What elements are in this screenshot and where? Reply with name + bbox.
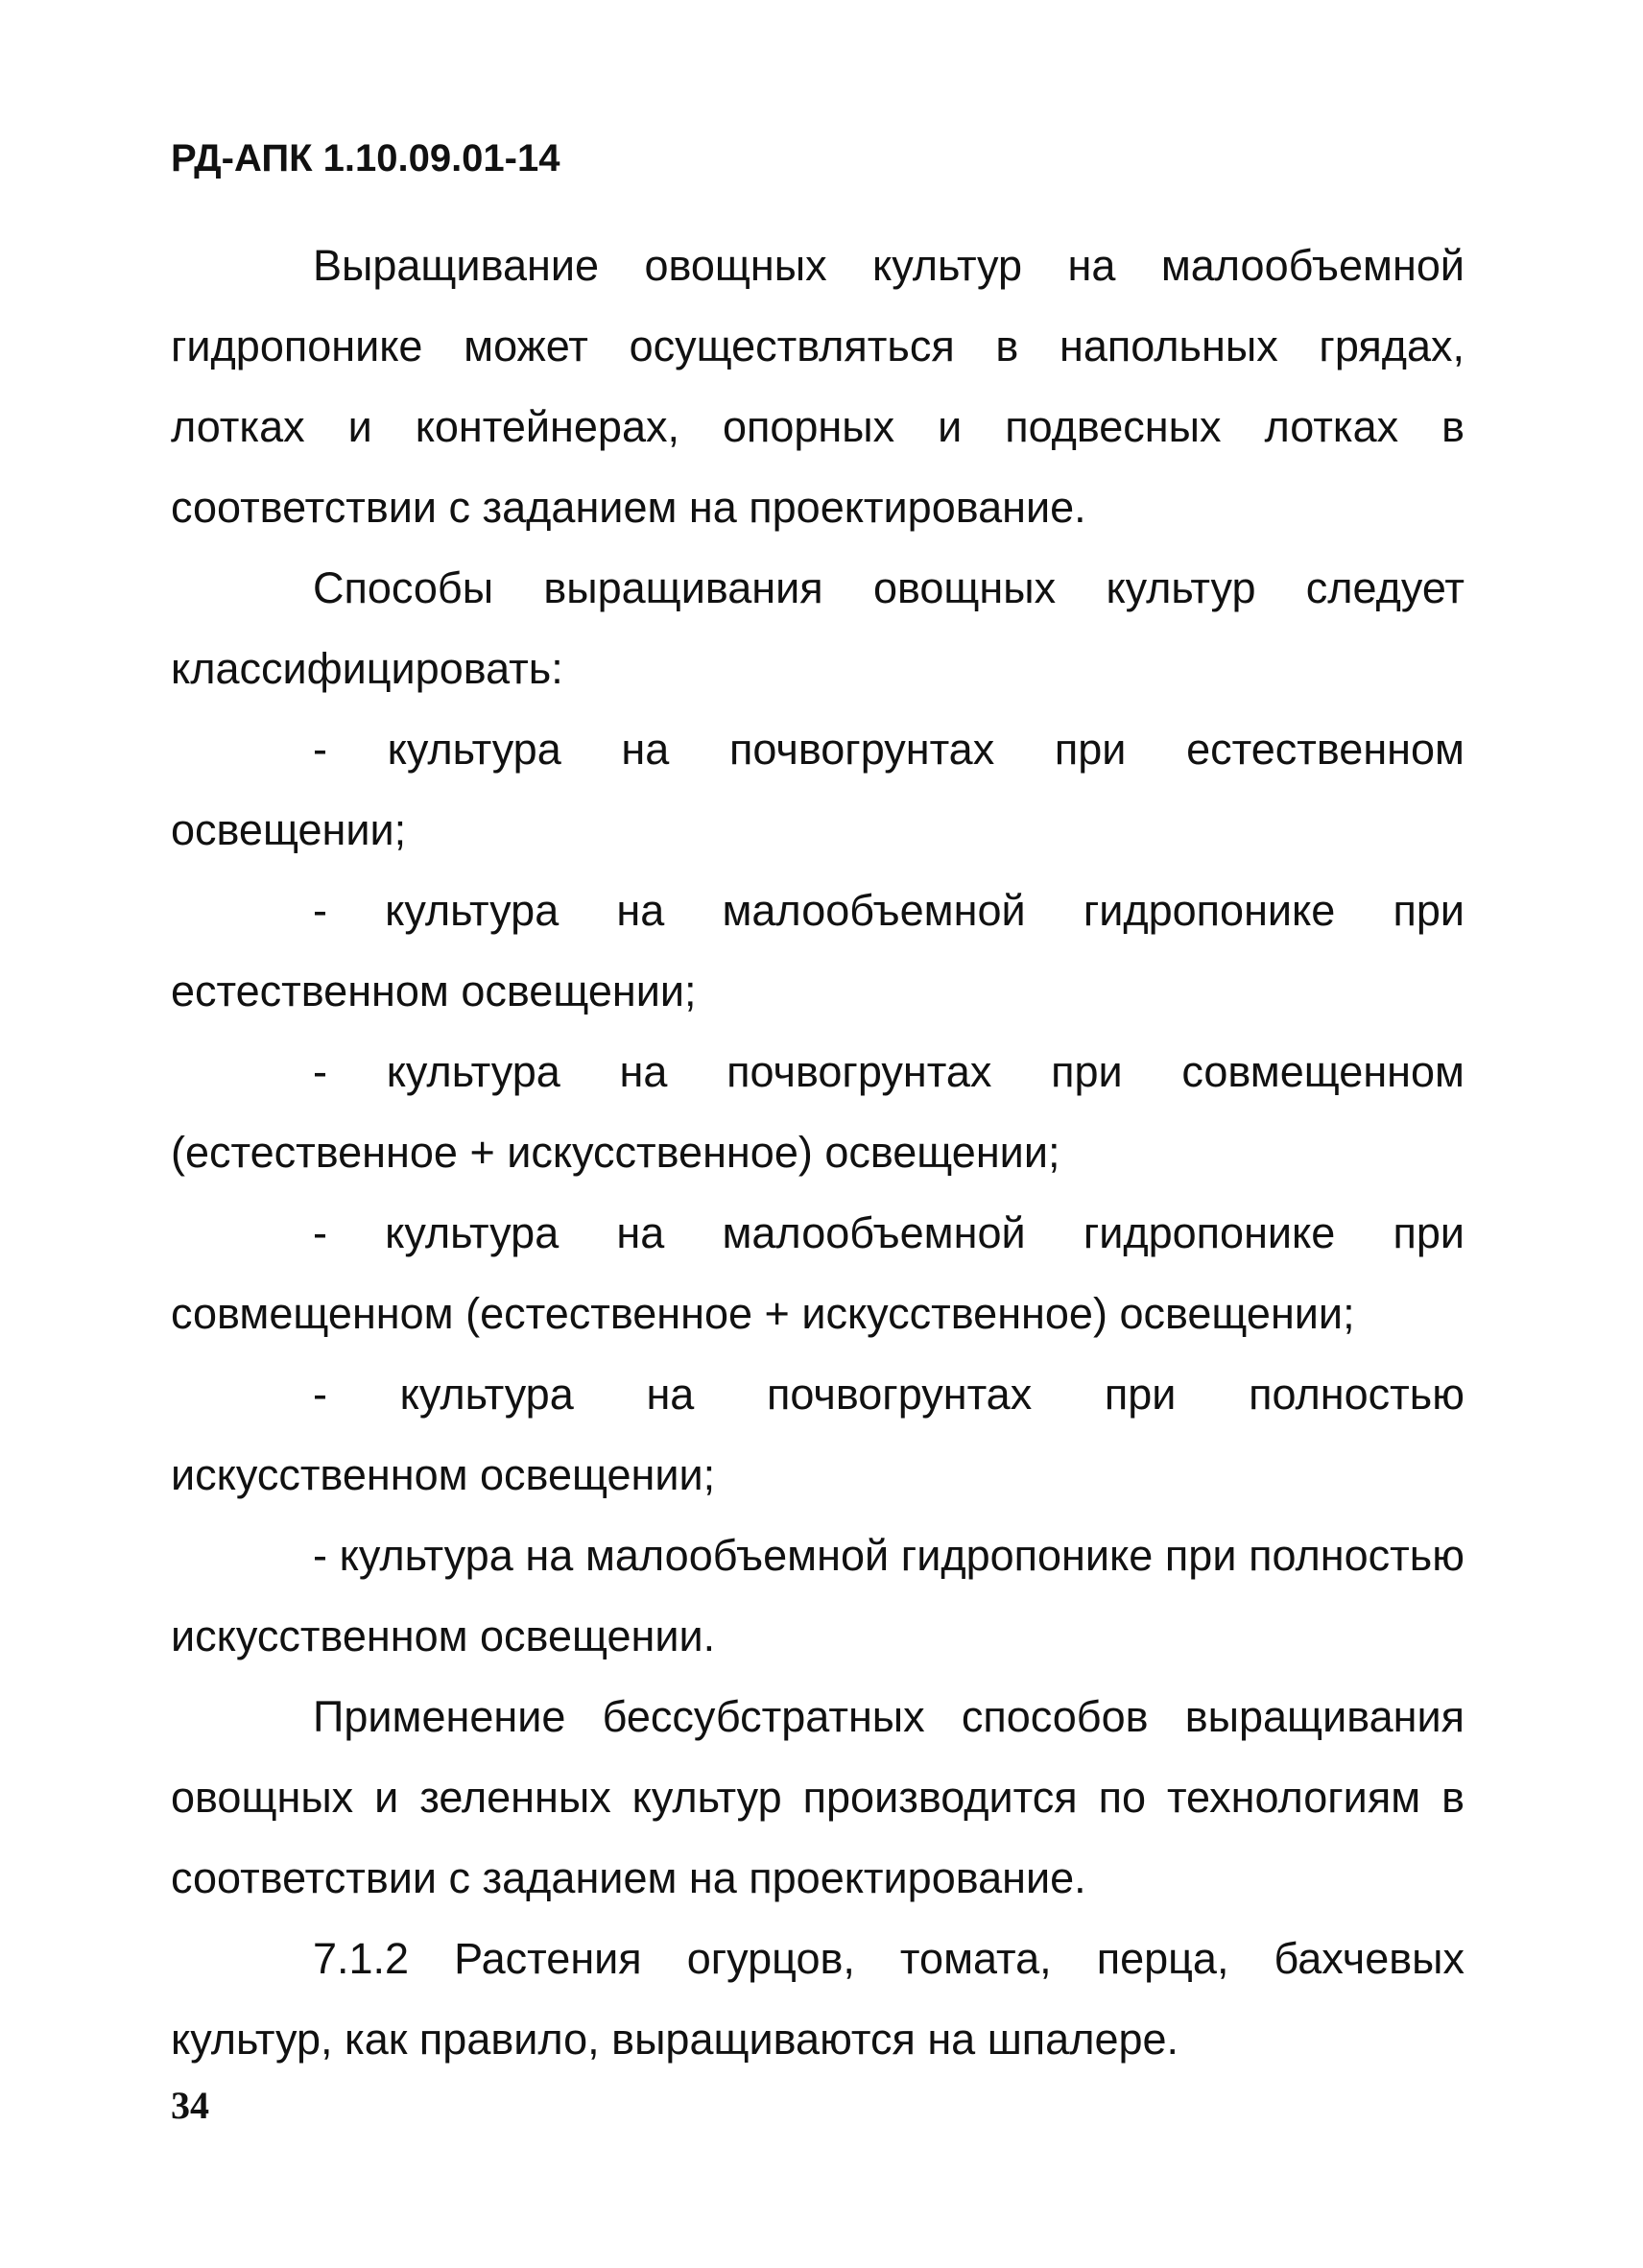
document-code-header: РД-АПК 1.10.09.01-14 xyxy=(171,137,560,179)
paragraph-substrate-free-methods: Применение бессубстратных способов выращивания овощных и зеленных культур производится по технологиям в соответствии с заданием на проектирование. xyxy=(171,1692,1464,1902)
list-item-hydroponics-natural-light: - культура на малообъемной гидропонике при естественном освещении; xyxy=(171,886,1464,1015)
paragraph-classification-intro: Способы выращивания овощных культур следует классифицировать: xyxy=(171,563,1464,693)
list-item-hydroponics-combined-light: - культура на малообъемной гидропонике при совмещенном (естественное + искусственное) освещении; xyxy=(171,1208,1464,1338)
body-text xyxy=(171,226,1464,2080)
page-number: 34 xyxy=(171,2084,209,2127)
list-item-soil-artificial-light: - культура на почвогрунтах при полностью искусственном освещении; xyxy=(171,1370,1464,1499)
list-item-soil-natural-light: - культура на почвогрунтах при естественном освещении; xyxy=(171,725,1464,854)
list-item-soil-combined-light: - культура на почвогрунтах при совмещенном (естественное + искусственное) освещении; xyxy=(171,1047,1464,1177)
list-item-hydroponics-artificial-light: - культура на малообъемной гидропонике при полностью искусственном освещении. xyxy=(171,1531,1464,1660)
paragraph-hydroponics-placement: Выращивание овощных культур на малообъемной гидропонике может осуществляться в напольных грядах, лотках и контейнерах, опорных и подвесных лотках в соответствии с заданием на проектирование. xyxy=(171,241,1464,532)
paragraph-section-7-1-2: 7.1.2 Растения огурцов, томата, перца, бахчевых культур, как правило, выращиваются на шпалере. xyxy=(171,1934,1464,2064)
